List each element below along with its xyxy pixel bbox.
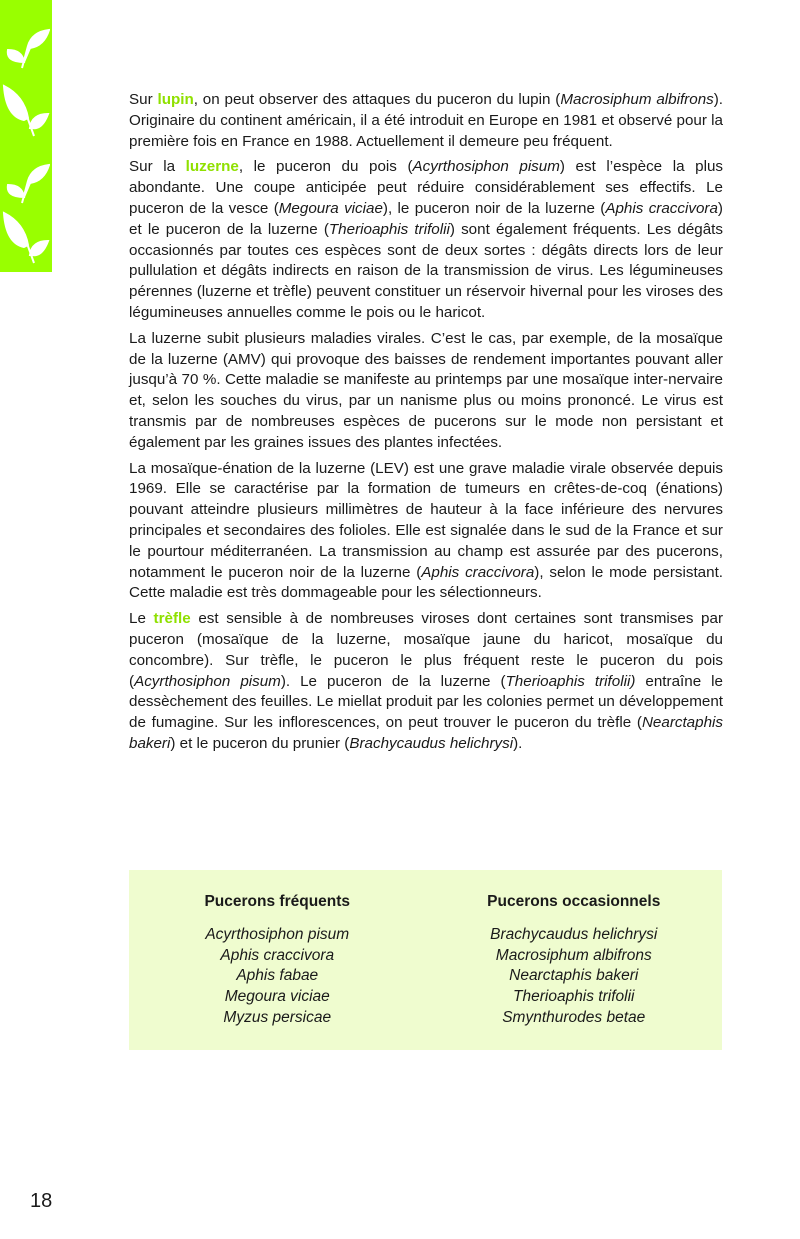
species-item: Smynthurodes betae (502, 1008, 646, 1026)
paragraph (129, 157, 723, 323)
species-item: Therioaphis trifolii (513, 988, 635, 1006)
leaf-icon (2, 78, 50, 138)
species-item: Aphis fabae (236, 967, 319, 985)
species-item: Acyrthosiphon pisum (205, 925, 350, 943)
text-run: , on peut observer des attaques du puceron du lupin ( (193, 91, 561, 108)
species-item: Macrosiphum albifrons (495, 946, 652, 964)
crop-keyword: lupin (157, 91, 194, 108)
species-item: Brachycaudus helichrysi (490, 925, 658, 943)
species-name: Macrosiphum albifrons (560, 91, 714, 108)
species-item: Myzus persicae (223, 1008, 332, 1026)
species-name: Megoura viciae (278, 199, 383, 217)
page-number: 18 (30, 1190, 53, 1212)
species-item: Nearctaphis bakeri (509, 967, 639, 985)
species-item: Megoura viciae (224, 988, 330, 1006)
species-item: Aphis craccivora (220, 946, 335, 964)
species-name: Aphis craccivora (421, 563, 535, 581)
species-name: Therioaphis trifolii) (505, 672, 636, 690)
body-text (129, 90, 723, 760)
frequent-aphids-column (129, 870, 426, 1050)
species-name: Acyrthosiphon pisum (412, 158, 560, 176)
leaf-icon (2, 205, 50, 265)
crop-keyword: luzerne (185, 158, 239, 176)
paragraph (129, 459, 723, 605)
occasional-aphids-column (426, 870, 723, 1050)
text-run: ). Originaire du continent américain, il a été introduit en Europe en 1981 et observé pour la première fois en France en 1988. Actuellement il demeure peu fréquent. (129, 91, 724, 150)
text-run: ) et le puceron du prunier ( (170, 734, 350, 752)
species-name: Acyrthosiphon pisum (134, 672, 281, 690)
text-run: La mosaïque-énation de la luzerne (LEV) est une grave maladie virale observée depuis 1969. Elle se caractérise par la formation de tumeurs en crêtes-de-coq (énations) pouvant atteindre plusieurs millimètres de hauteur à la face inférieure des nervures principales et secondaires des folioles. Elle est signalée dans le sud de la France et sur le pourtour méditerranéen. La transmission au champ est assurée par des pucerons, notamment le puceron noir de la luzerne ( (129, 459, 723, 581)
text-run: entraîne le dessèchement des feuilles. Le miellat produit par les colonies permet un développement de fumagine. Sur les inflorescences, on peut trouver le puceron du trèfle ( (129, 672, 723, 732)
text-run: La luzerne subit plusieurs maladies virales. C’est le cas, par exemple, de la mosaïque de la luzerne (AMV) qui provoque des baisses de rendement importantes pouvant aller jusqu’à 70 %. Cette maladie se manifeste au printemps par une mosaïque inter-nervaire et, selon les souches du virus, par un nanisme plus ou moins prononcé. Le virus est transmis par de nombreuses espèces de pucerons sur le mode non persistant et également par les graines issues des plantes infectées. (129, 329, 723, 451)
column-title: Pucerons occasionnels (487, 893, 661, 910)
paragraph (129, 609, 723, 755)
aphid-summary-box (129, 870, 722, 1050)
text-run: Sur la (129, 158, 186, 176)
text-run: ), selon le mode persistant. Cette maladie est très dommageable pour les sélectionneurs. (129, 563, 724, 602)
text-run: ) et le puceron de la luzerne ( (129, 199, 723, 238)
text-run: est sensible à de nombreuses viroses dont certaines sont transmises par puceron (mosaïque de la luzerne, mosaïque jaune du haricot, mosaïque du concombre). Sur trèfle, le puceron le plus fréquent reste le puceron du pois ( (129, 610, 723, 690)
species-name: Nearctaphis bakeri (129, 714, 723, 752)
leaf-icon (2, 10, 50, 70)
paragraph (129, 90, 723, 152)
text-run: Le (129, 610, 154, 628)
text-run: ) sont également fréquents. Les dégâts occasionnés par toutes ces espèces sont de deux sortes : dégâts directs lors de leur pullulation et dégâts indirects en raison de la transmission de virus. Les légumineuses pérennes (luzerne et trèfle) peuvent constituer un réservoir hivernal pour les viroses des légumineuses annuelles comme le pois ou le haricot. (129, 220, 723, 321)
species-name: Therioaphis trifolii (328, 220, 450, 238)
column-title: Pucerons fréquents (204, 893, 351, 910)
leaf-icon (2, 145, 50, 205)
text-run: ). Le puceron de la luzerne ( (280, 672, 506, 690)
species-name: Aphis craccivora (605, 199, 718, 217)
paragraph (129, 329, 723, 454)
species-name: Brachycaudus helichrysi (349, 734, 514, 752)
text-run: ), le puceron noir de la luzerne ( (382, 199, 606, 217)
text-run: Sur (129, 91, 158, 108)
green-sidebar-band (0, 0, 52, 272)
text-run: , le puceron du pois ( (238, 158, 413, 176)
text-run: ). (513, 734, 523, 752)
text-run: ) est l’espèce la plus abondante. Une coupe anticipée peut réduire considérablement ses effectifs. Le puceron de la vesce ( (129, 158, 723, 217)
crop-keyword: trèfle (153, 610, 191, 628)
